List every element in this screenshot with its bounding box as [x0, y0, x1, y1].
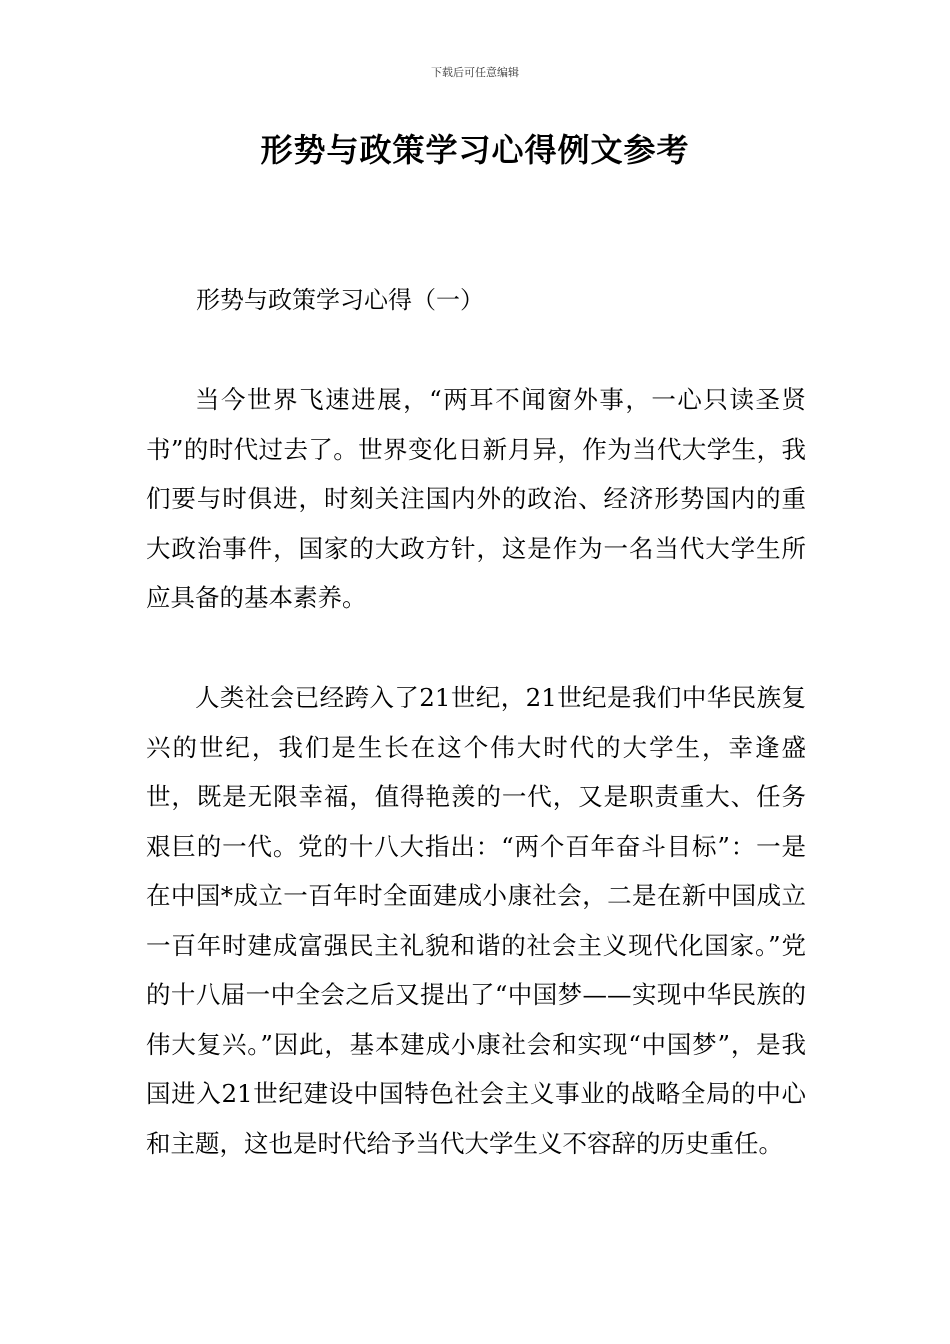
section-heading: 形势与政策学习心得（一） [196, 286, 484, 314]
body-paragraph-2: 人类社会已经跨入了21世纪，21世纪是我们中华民族复兴的世纪，我们是生长在这个伟大时代的大学生，幸逢盛世，既是无限幸福，值得艳羡的一代，又是职责重大、任务艰巨的一代。党的十八大指出：“两个百年奋斗目标”：一是在中国*成立一百年时全面建成小康社会，二是在新中国成立一百年时建成富强民主礼貌和谐的社会主义现代化国家。”党的十八届一中全会之后又提出了“中国梦——实现中华民族的伟大复兴。”因此，基本建成小康社会和实现“中国梦”，是我国进入21世纪建设中国特色社会主义事业的战略全局的中心和主题，这也是时代给予当代大学生义不容辞的历史重任。 [146, 683, 806, 1158]
document-title: 形势与政策学习心得例文参考 [260, 131, 690, 169]
body-paragraph-1: 当今世界飞速进展，“两耳不闻窗外事，一心只读圣贤书”的时代过去了。世界变化日新月异，作为当代大学生，我们要与时俱进，时刻关注国内外的政治、经济形势国内的重大政治事件，国家的大政方针，这是作为一名当代大学生所应具备的基本素养。 [146, 385, 806, 612]
header-note: 下载后可任意编辑 [431, 66, 519, 79]
